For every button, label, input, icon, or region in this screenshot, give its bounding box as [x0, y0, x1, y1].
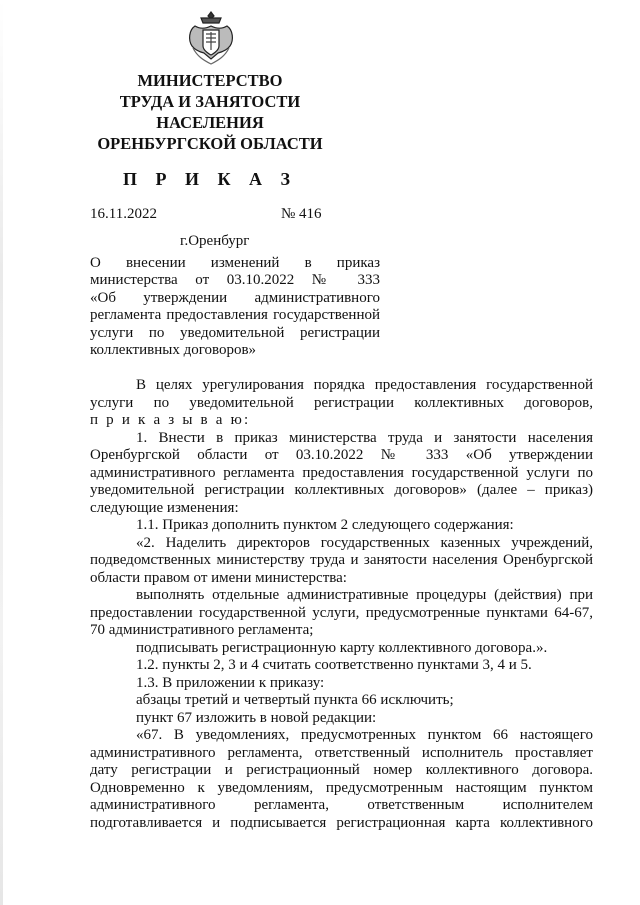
body-line: дату регистрации и регистрационный номер коллективного договора. — [90, 762, 593, 778]
subject-line: коллективных договоров» — [90, 342, 257, 359]
body-line: 1.2. пункты 2, 3 и 4 считать соответственно пунктами 3, 4 и 5. — [136, 657, 532, 673]
body-line: подготавливается и подписывается регистрационная карта коллективного — [90, 814, 593, 831]
body-line: административного регламента, ответственный исполнитель проставляет — [90, 744, 593, 761]
body-line: пункт 67 изложить в новой редакции: — [136, 709, 377, 726]
ministry-line: ТРУДА И ЗАНЯТОСТИ — [119, 92, 301, 111]
body-line: административного регламента, ответственным исполнителем — [90, 797, 593, 813]
body-line: 1.1. Приказ дополнить пунктом 2 следующего содержания: — [136, 517, 514, 533]
body-line: «2. Наделить директоров государственных казенных учреждений, — [136, 534, 593, 551]
body-line: Оренбургской области от 03.10.2022 № 333 «Об утверждении — [90, 447, 593, 463]
order-body — [90, 377, 593, 832]
body-line: п р и к а з ы в а ю: — [90, 412, 251, 428]
body-line: Одновременно к уведомлениям, предусмотренным настоящим пунктом — [90, 779, 593, 796]
body-line: В целях урегулирования порядка предоставления государственной — [136, 377, 593, 393]
ministry-line: НАСЕЛЕНИЯ — [156, 113, 264, 132]
body-line: подведомственных министерству труда и занятости населения Оренбургской — [90, 552, 593, 568]
body-line: предоставлении государственной услуги, предусмотренные пунктами 64-67, — [90, 604, 593, 621]
body-line: услуги по уведомительной регистрации коллективных договоров, — [90, 394, 593, 411]
subject-line: министерства от 03.10.2022 № 333 — [90, 272, 380, 289]
body-line: выполнять отдельные административные процедуры (действия) при — [136, 587, 593, 603]
order-title: П Р И К А З — [122, 169, 298, 189]
body-line: «67. В уведомлениях, предусмотренных пунктом 66 настоящего — [136, 727, 593, 743]
ministry-name — [60, 70, 360, 154]
coat-of-arms-emblem — [187, 10, 235, 68]
body-line: 70 административного регламента; — [90, 622, 314, 638]
order-city: г.Оренбург — [180, 233, 250, 249]
body-line: уведомительной регистрации коллективных договоров» (далее – приказ) — [90, 482, 593, 498]
scan-edge — [0, 0, 3, 905]
body-line: области правом от имени министерства: — [90, 569, 347, 586]
subject-line: «Об утверждении административного — [90, 289, 380, 306]
order-number: № 416 — [281, 206, 322, 222]
ministry-line: МИНИСТЕРСТВО — [137, 71, 283, 90]
body-line: административного регламента предоставления государственной услуги по — [90, 464, 593, 481]
body-line: 1. Внести в приказ министерства труда и занятости населения — [136, 429, 593, 446]
subject-line: регламента предоставления государственной — [90, 307, 380, 324]
order-subject — [90, 255, 380, 359]
ministry-line: ОРЕНБУРГСКОЙ ОБЛАСТИ — [97, 134, 323, 153]
body-line: следующие изменения: — [90, 499, 239, 516]
body-line: абзацы третий и четвертый пункта 66 исключить; — [136, 692, 454, 708]
body-line: подписывать регистрационную карту коллективного договора.». — [136, 639, 548, 656]
subject-line: услуги по уведомительной регистрации — [90, 324, 380, 341]
order-date: 16.11.2022 — [90, 206, 157, 222]
body-line: 1.3. В приложении к приказу: — [136, 674, 325, 691]
subject-line: О внесении изменений в приказ — [90, 255, 380, 271]
